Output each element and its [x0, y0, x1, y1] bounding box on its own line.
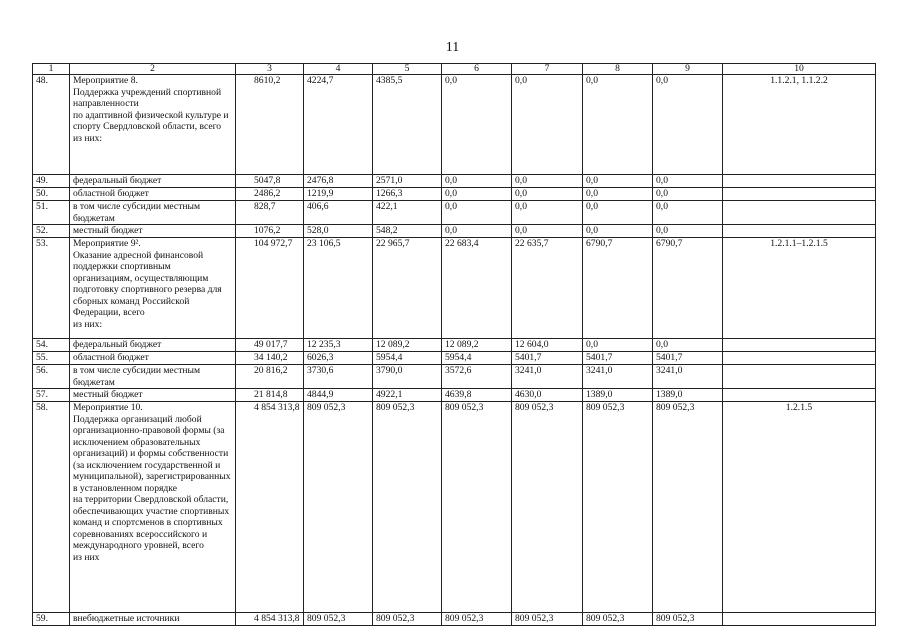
value-cell-col6: 12 089,2	[442, 339, 512, 352]
value-cell-col6: 0,0	[442, 175, 512, 188]
value-cell-col9: 809 052,3	[653, 402, 723, 613]
value-cell-col4: 3730,6	[304, 365, 373, 389]
value-cell-col4: 809 052,3	[304, 613, 373, 626]
row-number-cell: 56.	[33, 365, 70, 389]
value-cell-col3: 104 972,7	[236, 238, 304, 339]
column-header: 4	[304, 64, 373, 75]
column-header: 10	[723, 64, 876, 75]
value-cell-col6: 809 052,3	[442, 613, 512, 626]
value-cell-col3: 4 854 313,8	[236, 402, 304, 613]
row-number-cell: 49.	[33, 175, 70, 188]
column-number-row	[33, 64, 876, 75]
value-cell-col3: 21 814,8	[236, 389, 304, 402]
value-cell-col7: 22 635,7	[512, 238, 583, 339]
value-cell-col7: 3241,0	[512, 365, 583, 389]
row-number-cell: 57.	[33, 389, 70, 402]
value-cell-col7: 12 604,0	[512, 339, 583, 352]
value-cell-col4: 12 235,3	[304, 339, 373, 352]
page-number: 11	[445, 40, 460, 55]
row-name-cell: областной бюджет	[70, 352, 236, 365]
value-cell-col6: 0,0	[442, 201, 512, 225]
value-cell-col9: 5401,7	[653, 352, 723, 365]
value-cell-col9: 1389,0	[653, 389, 723, 402]
value-cell-col6: 5954,4	[442, 352, 512, 365]
value-cell-col4: 1219,9	[304, 188, 373, 201]
value-cell-col8: 3241,0	[583, 365, 653, 389]
value-cell-col4: 4844,9	[304, 389, 373, 402]
value-cell-col5: 12 089,2	[373, 339, 442, 352]
value-cell-col4: 406,6	[304, 201, 373, 225]
column-header: 1	[33, 64, 70, 75]
table-row	[33, 238, 876, 339]
value-cell-col9: 809 052,3	[653, 613, 723, 626]
value-cell-col7: 0,0	[512, 175, 583, 188]
column-header: 6	[442, 64, 512, 75]
reference-cell	[723, 225, 876, 238]
value-cell-col5: 809 052,3	[373, 402, 442, 613]
column-header: 8	[583, 64, 653, 75]
row-name-cell: федеральный бюджет	[70, 175, 236, 188]
row-name-cell: Мероприятие 8. Поддержка учреждений спортивной направленности по адаптивной физической культуре и спорту Свердловской области, всего из них:	[70, 75, 236, 175]
value-cell-col8: 0,0	[583, 201, 653, 225]
row-number-cell: 59.	[33, 613, 70, 626]
value-cell-col3: 4 854 313,8	[236, 613, 304, 626]
value-cell-col9: 0,0	[653, 201, 723, 225]
table-row	[33, 613, 876, 626]
value-cell-col5: 22 965,7	[373, 238, 442, 339]
budget-table	[32, 63, 876, 626]
column-header: 5	[373, 64, 442, 75]
row-number-cell: 54.	[33, 339, 70, 352]
value-cell-col9: 0,0	[653, 75, 723, 175]
value-cell-col5: 2571,0	[373, 175, 442, 188]
value-cell-col6: 0,0	[442, 225, 512, 238]
row-name-cell: Мероприятие 10. Поддержка организаций любой организационно-правовой формы (за исключением образовательных организаций) и формы собственности (за исключением государственной и муниципальной), зарегистрированных в установленном порядке на территории Свердловской области, обеспечивающих участие спортивных команд и спортсменов в спортивных соревнованиях всероссийского и международного уровней, всего из них	[70, 402, 236, 613]
value-cell-col7: 0,0	[512, 201, 583, 225]
row-number-cell: 52.	[33, 225, 70, 238]
row-name-cell: местный бюджет	[70, 389, 236, 402]
reference-cell	[723, 188, 876, 201]
reference-cell	[723, 175, 876, 188]
value-cell-col8: 1389,0	[583, 389, 653, 402]
value-cell-col3: 828,7	[236, 201, 304, 225]
value-cell-col3: 49 017,7	[236, 339, 304, 352]
value-cell-col8: 809 052,3	[583, 613, 653, 626]
value-cell-col4: 23 106,5	[304, 238, 373, 339]
value-cell-col3: 2486,2	[236, 188, 304, 201]
value-cell-col5: 5954,4	[373, 352, 442, 365]
value-cell-col6: 22 683,4	[442, 238, 512, 339]
reference-cell: 1.2.1.1–1.2.1.5	[723, 238, 876, 339]
value-cell-col7: 809 052,3	[512, 613, 583, 626]
row-number-cell: 55.	[33, 352, 70, 365]
row-name-cell: в том числе субсидии местным бюджетам	[70, 365, 236, 389]
reference-cell	[723, 613, 876, 626]
row-number-cell: 58.	[33, 402, 70, 613]
value-cell-col8: 809 052,3	[583, 402, 653, 613]
value-cell-col6: 0,0	[442, 75, 512, 175]
table-row	[33, 188, 876, 201]
value-cell-col4: 4224,7	[304, 75, 373, 175]
value-cell-col9: 0,0	[653, 339, 723, 352]
column-header: 7	[512, 64, 583, 75]
value-cell-col7: 5401,7	[512, 352, 583, 365]
reference-cell	[723, 365, 876, 389]
value-cell-col8: 5401,7	[583, 352, 653, 365]
reference-cell: 1.1.2.1, 1.1.2.2	[723, 75, 876, 175]
column-header: 2	[70, 64, 236, 75]
value-cell-col9: 0,0	[653, 175, 723, 188]
value-cell-col8: 0,0	[583, 188, 653, 201]
value-cell-col9: 6790,7	[653, 238, 723, 339]
value-cell-col3: 8610,2	[236, 75, 304, 175]
column-header: 9	[653, 64, 723, 75]
column-header: 3	[236, 64, 304, 75]
reference-cell: 1.2.1.5	[723, 402, 876, 613]
row-number-cell: 50.	[33, 188, 70, 201]
row-name-cell: местный бюджет	[70, 225, 236, 238]
reference-cell	[723, 201, 876, 225]
value-cell-col5: 4922,1	[373, 389, 442, 402]
value-cell-col3: 20 816,2	[236, 365, 304, 389]
value-cell-col4: 6026,3	[304, 352, 373, 365]
value-cell-col5: 422,1	[373, 201, 442, 225]
row-name-cell: областной бюджет	[70, 188, 236, 201]
reference-cell	[723, 339, 876, 352]
value-cell-col9: 3241,0	[653, 365, 723, 389]
value-cell-col8: 6790,7	[583, 238, 653, 339]
value-cell-col7: 809 052,3	[512, 402, 583, 613]
value-cell-col5: 4385,5	[373, 75, 442, 175]
row-number-cell: 53.	[33, 238, 70, 339]
value-cell-col7: 0,0	[512, 225, 583, 238]
value-cell-col4: 2476,8	[304, 175, 373, 188]
value-cell-col9: 0,0	[653, 225, 723, 238]
value-cell-col7: 0,0	[512, 188, 583, 201]
value-cell-col3: 5047,8	[236, 175, 304, 188]
row-name-cell: внебюджетные источники	[70, 613, 236, 626]
table-row	[33, 365, 876, 389]
value-cell-col6: 4639,8	[442, 389, 512, 402]
row-name-cell: Мероприятие 9². Оказание адресной финансовой поддержки спортивным организациям, осуществляющим подготовку спортивного резерва для сборных команд Российской Федерации, всего из них:	[70, 238, 236, 339]
row-name-cell: в том числе субсидии местным бюджетам	[70, 201, 236, 225]
table-row	[33, 339, 876, 352]
table-row	[33, 352, 876, 365]
value-cell-col6: 3572,6	[442, 365, 512, 389]
value-cell-col4: 809 052,3	[304, 402, 373, 613]
table-row	[33, 175, 876, 188]
value-cell-col9: 0,0	[653, 188, 723, 201]
value-cell-col8: 0,0	[583, 75, 653, 175]
value-cell-col3: 34 140,2	[236, 352, 304, 365]
table-row	[33, 201, 876, 225]
value-cell-col8: 0,0	[583, 175, 653, 188]
value-cell-col5: 809 052,3	[373, 613, 442, 626]
table-row	[33, 225, 876, 238]
reference-cell	[723, 352, 876, 365]
row-number-cell: 48.	[33, 75, 70, 175]
value-cell-col7: 4630,0	[512, 389, 583, 402]
value-cell-col5: 1266,3	[373, 188, 442, 201]
table-row	[33, 389, 876, 402]
value-cell-col5: 3790,0	[373, 365, 442, 389]
row-number-cell: 51.	[33, 201, 70, 225]
reference-cell	[723, 389, 876, 402]
value-cell-col4: 528,0	[304, 225, 373, 238]
row-name-cell: федеральный бюджет	[70, 339, 236, 352]
table-row	[33, 402, 876, 613]
value-cell-col8: 0,0	[583, 339, 653, 352]
value-cell-col5: 548,2	[373, 225, 442, 238]
value-cell-col7: 0,0	[512, 75, 583, 175]
value-cell-col8: 0,0	[583, 225, 653, 238]
value-cell-col6: 0,0	[442, 188, 512, 201]
value-cell-col6: 809 052,3	[442, 402, 512, 613]
value-cell-col3: 1076,2	[236, 225, 304, 238]
table-row	[33, 75, 876, 175]
